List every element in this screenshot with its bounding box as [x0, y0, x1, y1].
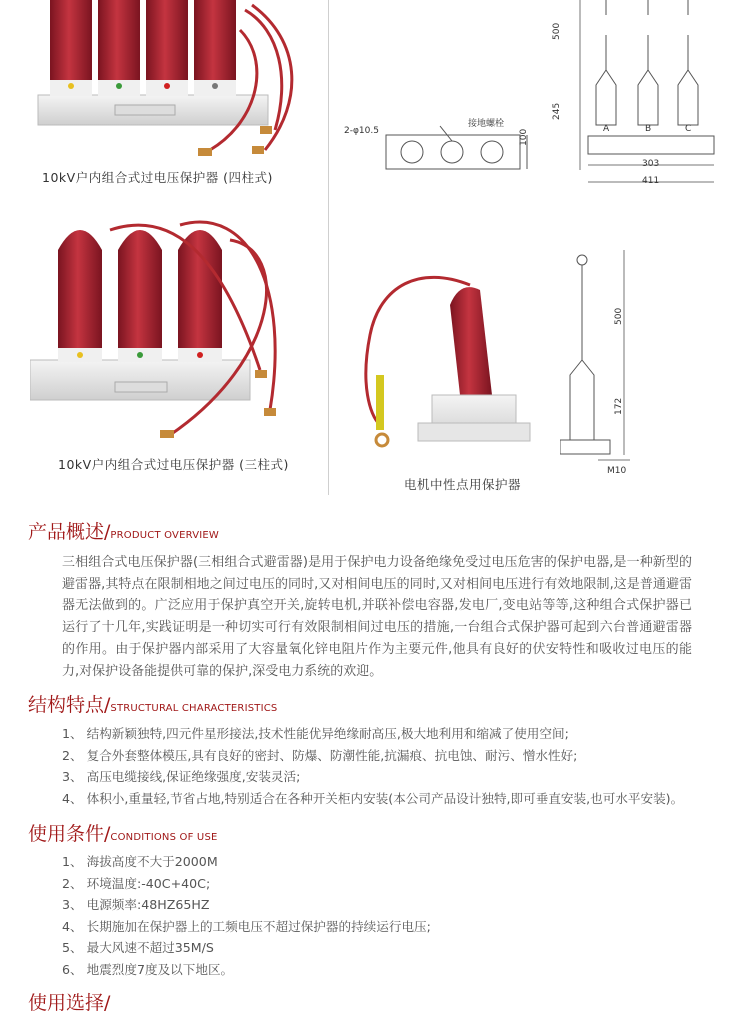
list-item — [62, 723, 683, 745]
section-title-zh: 使用选择/ — [28, 992, 111, 1014]
dim-500-motor-label: 500 — [614, 307, 624, 325]
list-item-text: 电源频率:48HZ65HZ — [86, 897, 210, 913]
list-item-number: 4、 — [62, 790, 83, 806]
dim-245-label: 245 — [552, 102, 562, 120]
figure-area — [0, 0, 750, 500]
list-item-text: 体积小,重量轻,节省占地,特别适合在各种开关柜内安装(本公司产品设计独特,即可垂直安装,也可水平安装)。 — [86, 790, 684, 806]
section-title-en: STRUCTURAL CHARACTERISTICS — [110, 703, 278, 714]
list-item — [62, 937, 431, 959]
list-item-text: 复合外套整体模压,具有良好的密封、防爆、防潮性能,抗漏痕、抗电蚀、耐污、憎水性好; — [86, 747, 578, 763]
section-title-en: CONDITIONS OF USE — [110, 832, 218, 843]
motor-neutral-dimension-drawing — [560, 250, 740, 480]
list-item-text: 海拔高度不大于2000M — [86, 854, 218, 869]
list-item-text: 地震烈度7度及以下地区。 — [86, 961, 234, 977]
list-item — [62, 959, 431, 981]
phase-a-label: A — [603, 124, 610, 134]
section-title-product-overview — [28, 517, 219, 544]
list-item — [62, 894, 431, 916]
list-item — [62, 851, 431, 873]
four-column-protector-photo — [20, 0, 320, 170]
m10-label: M10 — [607, 466, 627, 476]
three-column-protector-photo — [30, 210, 310, 450]
list-item-number: 2、 — [62, 875, 83, 891]
section-title-conditions — [28, 819, 218, 846]
list-item-number: 5、 — [62, 940, 83, 956]
dim-100-label: 100 — [519, 128, 529, 146]
hole-spec-label: 2-φ10.5 — [344, 126, 379, 136]
list-item — [62, 745, 683, 767]
section-title-zh: 结构特点/ — [28, 694, 111, 716]
product-overview-paragraph: 三相组合式电压保护器(三相组合式避雷器)是用于保护电力设备绝缘免受过电压危害的保护电器,是一种新型的避雷器,其特点在限制相地之间过电压的同时,又对相间电压的同时,又对相间电压进行有效地限制,这是普通避雷器无法做到的。广泛应用于保护真空开关,旋转电机,并联补偿电容器,发电厂,变电站等等,这种组合式保护器已运行了十几年,实践证明是一种切实可行有效限制相间过电压的措施,一台组合式保护器可起到六台普通避雷器的作用。由于保护器内部采用了大容量氧化锌电阻片作为主要元件,他具有良好的伏安特性和吸收过电压的能力,对保护设备能提供可靠的保护,深受电力系统的欢迎。 — [62, 555, 692, 679]
list-item — [62, 788, 683, 810]
figure-caption-motor-neutral: 电机中性点用保护器 — [404, 477, 522, 492]
list-item-number: 1、 — [62, 726, 83, 741]
list-item-number: 4、 — [62, 918, 83, 934]
list-item-number: 3、 — [62, 897, 83, 913]
section-title-zh: 使用条件/ — [28, 823, 111, 845]
vertical-divider — [328, 0, 329, 495]
list-item-number: 6、 — [62, 961, 83, 977]
section-title-structural — [28, 690, 277, 717]
conditions-list — [62, 851, 431, 981]
section-title-zh: 产品概述/ — [28, 521, 111, 543]
dim-303-label: 303 — [642, 159, 660, 169]
phase-b-label: B — [645, 124, 652, 134]
list-item-text: 长期施加在保护器上的工频电压不超过保护器的持续运行电压; — [86, 918, 431, 934]
phase-c-label: C — [685, 124, 692, 134]
list-item — [62, 766, 683, 788]
list-item-number: 1、 — [62, 854, 83, 869]
structural-list — [62, 723, 683, 809]
motor-neutral-protector-photo — [360, 255, 560, 465]
figure-caption-four-column: 10kV户内组合式过电压保护器 (四柱式) — [42, 170, 273, 185]
list-item-text: 高压电缆接线,保证绝缘强度,安装灵活; — [86, 769, 301, 785]
ground-bolt-label: 接地螺栓 — [468, 119, 505, 129]
list-item-number: 2、 — [62, 747, 83, 763]
list-item-text: 环境温度:-40C+40C; — [86, 875, 211, 891]
dim-411-label: 411 — [642, 176, 660, 186]
dim-172-label: 172 — [614, 397, 624, 415]
section-title-selection — [28, 988, 110, 1015]
mounting-plan-drawing — [340, 100, 540, 180]
list-item-number: 3、 — [62, 769, 83, 785]
section-title-en: PRODUCT OVERVIEW — [110, 530, 219, 541]
list-item — [62, 916, 431, 938]
dim-500-label: 500 — [552, 22, 562, 40]
figure-caption-three-column: 10kV户内组合式过电压保护器 (三柱式) — [58, 457, 289, 472]
list-item — [62, 873, 431, 895]
list-item-text: 最大风速不超过35M/S — [86, 940, 214, 956]
list-item-text: 结构新颖独特,四元件星形接法,技术性能优异绝缘耐高压,极大地利用和缩减了使用空间; — [86, 726, 569, 741]
